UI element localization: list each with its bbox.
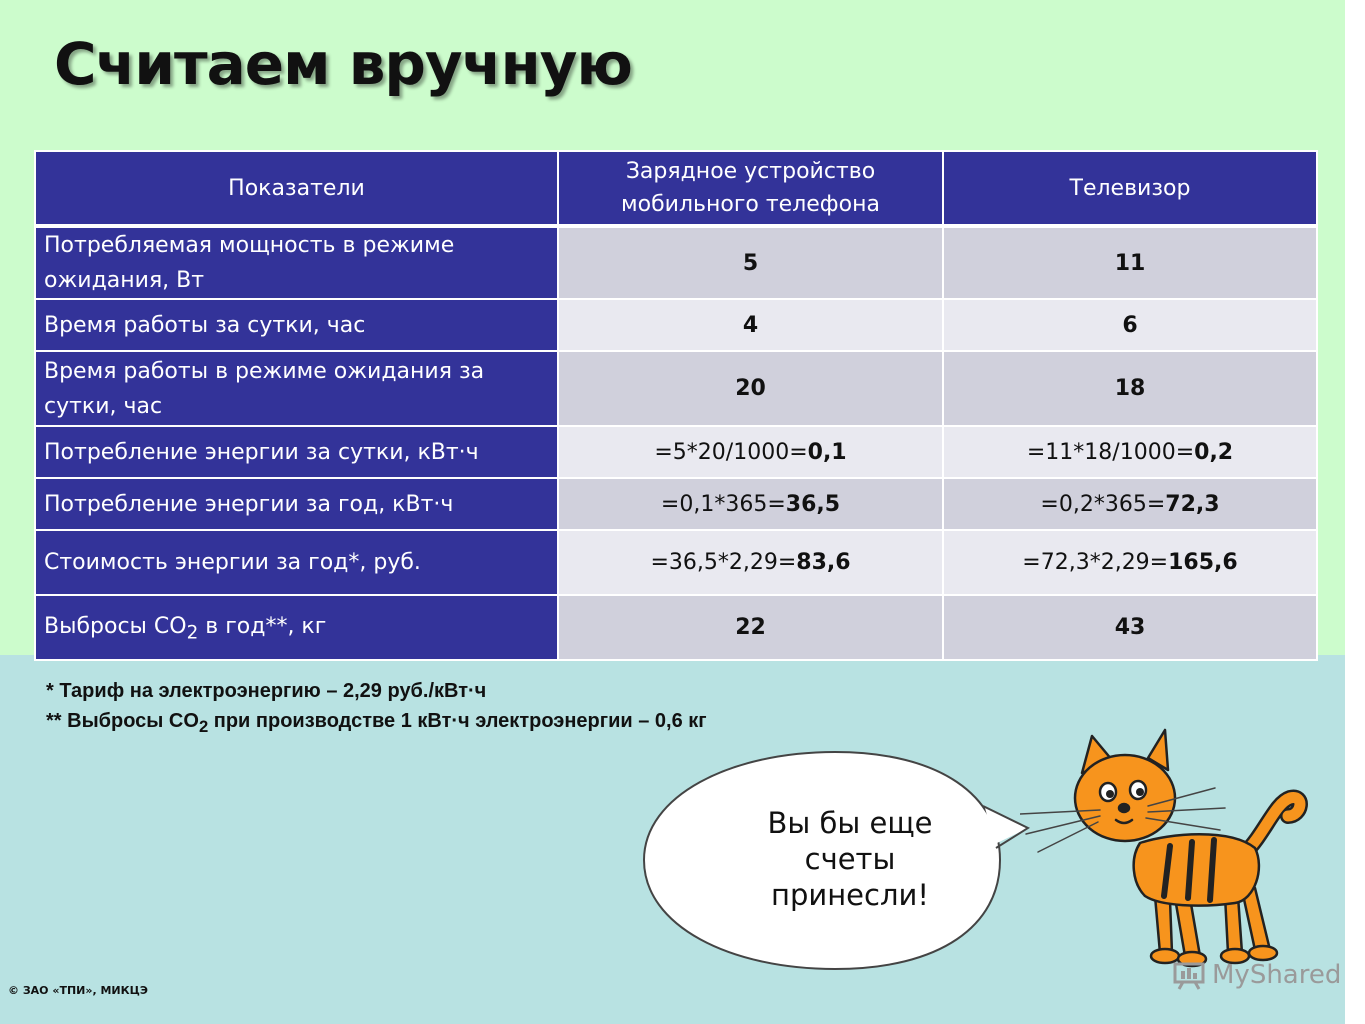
copyright: © ЗАО «ТПИ», МИКЦЭ	[8, 984, 148, 997]
row-label: Потребляемая мощность в режиме ожидания, Вт	[35, 226, 558, 299]
table-row	[35, 478, 1317, 530]
header-tv: Телевизор	[943, 151, 1317, 226]
emissions-note-text: ** Выбросы CO	[46, 710, 199, 732]
row-label	[35, 595, 558, 660]
tv-formula-cell	[943, 426, 1317, 478]
table-row	[35, 426, 1317, 478]
tv-value: 43	[943, 595, 1317, 660]
tv-value: 18	[943, 351, 1317, 426]
tv-value: 11	[943, 226, 1317, 299]
footnotes	[46, 676, 707, 742]
tv-result: 0,2	[1194, 439, 1234, 465]
charger-result: 36,5	[785, 491, 841, 517]
charger-value: 5	[558, 226, 943, 299]
watermark	[1172, 960, 1341, 990]
co2-label-text: Выбросы CO	[44, 613, 187, 639]
charger-value: 22	[558, 595, 943, 660]
bubble-text	[700, 805, 1000, 913]
row-label: Стоимость энергии за год*, руб.	[35, 530, 558, 595]
co2-subscript: 2	[186, 621, 199, 643]
charger-result: 83,6	[796, 550, 851, 576]
table-row	[35, 299, 1317, 351]
tariff-note: * Тариф на электроэнергию – 2,29 руб./кВт·ч	[46, 680, 487, 702]
row-label: Потребление энергии за год, кВт·ч	[35, 478, 558, 530]
header-charger: Зарядное устройство мобильного телефона	[558, 151, 943, 226]
bubble-line: счеты	[804, 842, 896, 876]
watermark-logo-icon	[1172, 960, 1206, 990]
tv-formula: =72,3*2,29=	[1022, 550, 1169, 576]
row-label: Потребление энергии за сутки, кВт·ч	[35, 426, 558, 478]
bubble-line: принесли!	[771, 878, 929, 912]
table-row	[35, 351, 1317, 426]
charger-formula: =36,5*2,29=	[650, 550, 797, 576]
header-indicators: Показатели	[35, 151, 558, 226]
tv-result: 72,3	[1165, 491, 1220, 517]
row-label: Время работы в режиме ожидания за сутки, час	[35, 351, 558, 426]
charger-value: 20	[558, 351, 943, 426]
charger-formula: =0,1*365=	[660, 491, 786, 517]
emissions-note	[46, 706, 707, 742]
charger-value: 4	[558, 299, 943, 351]
tv-formula: =11*18/1000=	[1026, 439, 1195, 465]
tv-formula-cell	[943, 478, 1317, 530]
tv-formula: =0,2*365=	[1040, 491, 1166, 517]
emissions-note-suffix: при производстве 1 кВт·ч электроэнергии – 0,6 кг	[208, 710, 707, 732]
tv-formula-cell	[943, 530, 1317, 595]
charger-formula: =5*20/1000=	[654, 439, 808, 465]
tv-result: 165,6	[1168, 550, 1238, 576]
table-row	[35, 226, 1317, 299]
charger-result: 0,1	[807, 439, 847, 465]
slide-title: Считаем вручную	[54, 30, 632, 98]
tv-value: 6	[943, 299, 1317, 351]
co2-label-suffix: в год**, кг	[198, 613, 327, 639]
table-header-row	[35, 151, 1317, 226]
cat-illustration	[1020, 728, 1310, 973]
watermark-text: MyShared	[1212, 960, 1342, 990]
bubble-line: Вы бы еще	[767, 806, 933, 840]
table-row	[35, 595, 1317, 660]
right-margin	[1345, 0, 1365, 1024]
charger-formula-cell	[558, 530, 943, 595]
comparison-table	[34, 150, 1318, 661]
charger-formula-cell	[558, 426, 943, 478]
charger-formula-cell	[558, 478, 943, 530]
row-label: Время работы за сутки, час	[35, 299, 558, 351]
emissions-note-subscript: 2	[198, 717, 209, 736]
table-row	[35, 530, 1317, 595]
